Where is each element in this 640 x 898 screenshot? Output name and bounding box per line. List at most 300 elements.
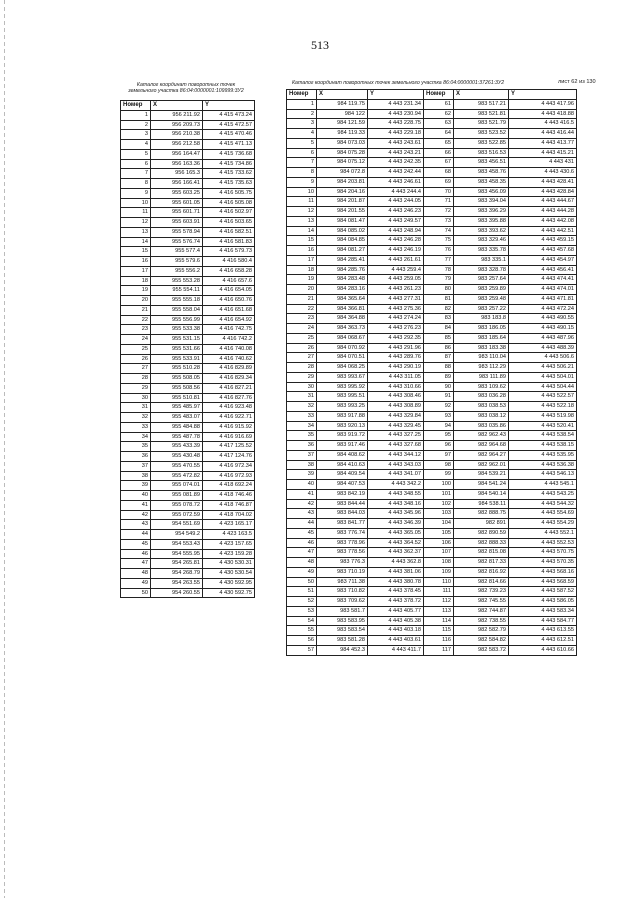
point-number-cell: 97 <box>424 450 454 460</box>
point-number-cell: 28 <box>121 374 151 384</box>
y-cell: 4 443 613.55 <box>509 626 577 636</box>
point-number-cell: 86 <box>424 343 454 353</box>
y-cell: 4 443 522.57 <box>509 392 577 402</box>
y-cell: 4 415 473.24 <box>203 110 255 120</box>
point-number-cell: 42 <box>121 510 151 520</box>
y-cell: 4 415 733.62 <box>203 169 255 179</box>
x-cell: 983 335.1 <box>454 255 509 265</box>
x-cell: 983 521.81 <box>454 109 509 119</box>
x-cell: 984 201.87 <box>317 197 368 207</box>
point-number-cell: 9 <box>287 177 317 187</box>
x-cell: 983 036.28 <box>454 392 509 402</box>
point-number-cell: 57 <box>287 645 317 655</box>
point-number-cell: 20 <box>287 285 317 295</box>
table-row <box>287 606 577 616</box>
table-row <box>287 246 577 256</box>
x-cell: 984 203.81 <box>317 177 368 187</box>
y-cell: 4 443 405.38 <box>368 616 424 626</box>
y-cell: 4 443 243.61 <box>368 138 424 148</box>
table-row <box>121 276 255 286</box>
point-number-cell: 112 <box>424 597 454 607</box>
table-row <box>121 393 255 403</box>
x-cell: 982 814.66 <box>454 577 509 587</box>
x-cell: 983 778.56 <box>317 548 368 558</box>
point-number-cell: 61 <box>424 99 454 109</box>
point-number-cell: 93 <box>424 411 454 421</box>
y-cell: 4 443 411.7 <box>368 645 424 655</box>
table-row <box>287 480 577 490</box>
y-cell: 4 430 530.31 <box>203 559 255 569</box>
table-row <box>121 305 255 315</box>
point-number-cell: 12 <box>287 207 317 217</box>
y-cell: 4 443 568.59 <box>509 577 577 587</box>
y-cell: 4 443 246.61 <box>368 177 424 187</box>
point-number-cell: 19 <box>287 275 317 285</box>
x-cell: 983 395.88 <box>454 216 509 226</box>
x-cell: 983 038.53 <box>454 402 509 412</box>
y-cell: 4 443 244.4 <box>368 187 424 197</box>
y-cell: 4 443 587.52 <box>509 587 577 597</box>
y-cell: 4 416 827.76 <box>203 393 255 403</box>
point-number-cell: 117 <box>424 645 454 655</box>
x-cell: 984 363.73 <box>317 324 368 334</box>
y-cell: 4 443 290.19 <box>368 363 424 373</box>
x-cell: 956 212.58 <box>151 140 203 150</box>
x-cell: 984 409.54 <box>317 470 368 480</box>
table-row <box>287 119 577 129</box>
y-cell: 4 443 538.15 <box>509 441 577 451</box>
y-cell: 4 443 554.69 <box>509 509 577 519</box>
point-number-cell: 80 <box>424 285 454 295</box>
point-number-cell: 15 <box>121 247 151 257</box>
y-cell: 4 443 431 <box>509 158 577 168</box>
y-cell: 4 416 916.69 <box>203 432 255 442</box>
header-y: Y <box>203 101 255 111</box>
table-row <box>121 266 255 276</box>
x-cell: 954 551.69 <box>151 520 203 530</box>
x-cell: 984 541.24 <box>454 480 509 490</box>
y-cell: 4 443 362.37 <box>368 548 424 558</box>
x-cell: 983 841.77 <box>317 519 368 529</box>
table-row <box>121 149 255 159</box>
y-cell: 4 416 582.51 <box>203 227 255 237</box>
table-row <box>121 471 255 481</box>
y-cell: 4 443 416.5 <box>509 119 577 129</box>
x-cell: 983 257.64 <box>454 275 509 285</box>
x-cell: 984 538.11 <box>454 499 509 509</box>
table-row <box>287 236 577 246</box>
header-number: Номер <box>121 101 151 111</box>
y-cell: 4 443 362.8 <box>368 558 424 568</box>
point-number-cell: 14 <box>287 226 317 236</box>
y-cell: 4 415 736.68 <box>203 149 255 159</box>
point-number-cell: 16 <box>287 246 317 256</box>
table-row <box>287 558 577 568</box>
x-cell: 983 581.7 <box>317 606 368 616</box>
point-number-cell: 17 <box>287 255 317 265</box>
point-number-cell: 23 <box>121 325 151 335</box>
x-cell: 982 962.43 <box>454 431 509 441</box>
point-number-cell: 8 <box>121 179 151 189</box>
y-cell: 4 443 490.15 <box>509 324 577 334</box>
point-number-cell: 84 <box>424 324 454 334</box>
point-number-cell: 39 <box>287 470 317 480</box>
x-cell: 983 516.53 <box>454 148 509 158</box>
point-number-cell: 72 <box>424 207 454 217</box>
x-cell: 956 164.47 <box>151 149 203 159</box>
y-cell: 4 417 124.76 <box>203 452 255 462</box>
point-number-cell: 68 <box>424 168 454 178</box>
x-cell: 984 119.33 <box>317 129 368 139</box>
point-number-cell: 73 <box>424 216 454 226</box>
y-cell: 4 443 344.12 <box>368 450 424 460</box>
point-number-cell: 22 <box>121 315 151 325</box>
point-number-cell: 38 <box>121 471 151 481</box>
x-cell: 982 739.23 <box>454 587 509 597</box>
x-cell: 983 335.78 <box>454 246 509 256</box>
point-number-cell: 92 <box>424 402 454 412</box>
point-number-cell: 33 <box>121 422 151 432</box>
point-number-cell: 79 <box>424 275 454 285</box>
point-number-cell: 22 <box>287 304 317 314</box>
y-cell: 4 416 915.92 <box>203 422 255 432</box>
y-cell: 4 443 364.52 <box>368 538 424 548</box>
point-number-cell: 16 <box>121 257 151 267</box>
point-number-cell: 114 <box>424 616 454 626</box>
x-cell: 984 068.25 <box>317 363 368 373</box>
x-cell: 984 285.41 <box>317 255 368 265</box>
x-cell: 983 109.62 <box>454 382 509 392</box>
table-row <box>121 442 255 452</box>
point-number-cell: 51 <box>287 587 317 597</box>
point-number-cell: 100 <box>424 480 454 490</box>
point-number-cell: 101 <box>424 489 454 499</box>
point-number-cell: 36 <box>287 441 317 451</box>
x-cell: 983 259.89 <box>454 285 509 295</box>
table-row <box>121 491 255 501</box>
point-number-cell: 41 <box>121 500 151 510</box>
table-row <box>287 275 577 285</box>
x-cell: 955 556.2 <box>151 266 203 276</box>
point-number-cell: 27 <box>121 364 151 374</box>
point-number-cell: 49 <box>287 567 317 577</box>
y-cell: 4 443 242.44 <box>368 168 424 178</box>
point-number-cell: 85 <box>424 333 454 343</box>
table-row <box>287 148 577 158</box>
y-cell: 4 443 504.44 <box>509 382 577 392</box>
x-cell: 983 710.82 <box>317 587 368 597</box>
x-cell: 956 209.73 <box>151 120 203 130</box>
y-cell: 4 443 428.84 <box>509 187 577 197</box>
x-cell: 983 456.09 <box>454 187 509 197</box>
header-x: X <box>317 90 368 100</box>
point-number-cell: 47 <box>121 559 151 569</box>
point-number-cell: 35 <box>287 431 317 441</box>
point-number-cell: 7 <box>287 158 317 168</box>
table-row <box>287 158 577 168</box>
x-cell: 983 711.38 <box>317 577 368 587</box>
x-cell: 984 122 <box>317 109 368 119</box>
point-number-cell: 91 <box>424 392 454 402</box>
y-cell: 4 443 586.05 <box>509 597 577 607</box>
right-table-header-row <box>287 90 577 100</box>
x-cell: 983 844.03 <box>317 509 368 519</box>
table-row <box>121 432 255 442</box>
y-cell: 4 443 259.4 <box>368 265 424 275</box>
x-cell: 983 456.51 <box>454 158 509 168</box>
y-cell: 4 416 827.21 <box>203 383 255 393</box>
x-cell: 983 995.92 <box>317 382 368 392</box>
table-row <box>287 411 577 421</box>
point-number-cell: 106 <box>424 538 454 548</box>
y-cell: 4 415 470.46 <box>203 130 255 140</box>
point-number-cell: 13 <box>121 227 151 237</box>
table-row <box>121 481 255 491</box>
x-cell: 984 072.8 <box>317 168 368 178</box>
point-number-cell: 43 <box>121 520 151 530</box>
x-cell: 984 085.02 <box>317 226 368 236</box>
x-cell: 955 508.56 <box>151 383 203 393</box>
y-cell: 4 416 654.05 <box>203 286 255 296</box>
y-cell: 4 416 581.83 <box>203 237 255 247</box>
point-number-cell: 75 <box>424 236 454 246</box>
table-row <box>287 255 577 265</box>
point-number-cell: 23 <box>287 314 317 324</box>
y-cell: 4 443 519.98 <box>509 411 577 421</box>
y-cell: 4 416 923.48 <box>203 403 255 413</box>
y-cell: 4 443 506.6 <box>509 353 577 363</box>
x-cell: 955 510.81 <box>151 393 203 403</box>
x-cell: 955 576.74 <box>151 237 203 247</box>
point-number-cell: 18 <box>287 265 317 275</box>
table-row <box>287 450 577 460</box>
table-row <box>287 636 577 646</box>
y-cell: 4 443 456.41 <box>509 265 577 275</box>
point-number-cell: 32 <box>287 402 317 412</box>
point-number-cell: 25 <box>121 344 151 354</box>
y-cell: 4 423 163.5 <box>203 530 255 540</box>
table-row <box>121 120 255 130</box>
x-cell: 955 078.72 <box>151 500 203 510</box>
point-number-cell: 37 <box>287 450 317 460</box>
point-number-cell: 104 <box>424 519 454 529</box>
x-cell: 983 112.29 <box>454 363 509 373</box>
point-number-cell: 31 <box>287 392 317 402</box>
x-cell: 956 166.41 <box>151 179 203 189</box>
y-cell: 4 443 230.94 <box>368 109 424 119</box>
point-number-cell: 48 <box>287 558 317 568</box>
x-cell: 984 075.12 <box>317 158 368 168</box>
point-number-cell: 38 <box>287 460 317 470</box>
y-cell: 4 443 342.2 <box>368 480 424 490</box>
y-cell: 4 443 289.76 <box>368 353 424 363</box>
y-cell: 4 443 474.01 <box>509 285 577 295</box>
y-cell: 4 443 276.23 <box>368 324 424 334</box>
y-cell: 4 443 348.55 <box>368 489 424 499</box>
x-cell: 983 581.28 <box>317 636 368 646</box>
y-cell: 4 416 580.4 <box>203 257 255 267</box>
point-number-cell: 24 <box>121 335 151 345</box>
y-cell: 4 443 545.1 <box>509 480 577 490</box>
x-cell: 984 283.48 <box>317 275 368 285</box>
point-number-cell: 48 <box>121 569 151 579</box>
y-cell: 4 443 583.34 <box>509 606 577 616</box>
x-cell: 956 163.36 <box>151 159 203 169</box>
table-row <box>287 129 577 139</box>
point-number-cell: 37 <box>121 461 151 471</box>
point-number-cell: 64 <box>424 129 454 139</box>
point-number-cell: 32 <box>121 413 151 423</box>
y-cell: 4 443 570.35 <box>509 558 577 568</box>
point-number-cell: 40 <box>121 491 151 501</box>
point-number-cell: 54 <box>287 616 317 626</box>
x-cell: 983 776.74 <box>317 528 368 538</box>
y-cell: 4 443 244.05 <box>368 197 424 207</box>
y-cell: 4 443 520.41 <box>509 421 577 431</box>
y-cell: 4 443 345.96 <box>368 509 424 519</box>
x-cell: 984 364.88 <box>317 314 368 324</box>
x-cell: 982 584.82 <box>454 636 509 646</box>
table-row <box>287 207 577 217</box>
x-cell: 954 268.79 <box>151 569 203 579</box>
point-number-cell: 115 <box>424 626 454 636</box>
point-number-cell: 28 <box>287 363 317 373</box>
point-number-cell: 26 <box>121 354 151 364</box>
x-cell: 956 165.3 <box>151 169 203 179</box>
y-cell: 4 416 651.68 <box>203 305 255 315</box>
point-number-cell: 66 <box>424 148 454 158</box>
x-cell: 955 603.91 <box>151 218 203 228</box>
table-row <box>121 237 255 247</box>
table-row <box>287 333 577 343</box>
x-cell: 982 964.27 <box>454 450 509 460</box>
point-number-cell: 63 <box>424 119 454 129</box>
left-coordinates-table <box>120 100 255 598</box>
y-cell: 4 443 416.44 <box>509 129 577 139</box>
y-cell: 4 416 502.97 <box>203 208 255 218</box>
y-cell: 4 443 546.13 <box>509 470 577 480</box>
x-cell: 984 070.51 <box>317 353 368 363</box>
x-cell: 955 579.6 <box>151 257 203 267</box>
left-catalog-caption <box>116 82 256 94</box>
y-cell: 4 443 275.36 <box>368 304 424 314</box>
x-cell: 983 517.21 <box>454 99 509 109</box>
table-row <box>287 470 577 480</box>
y-cell: 4 443 428.41 <box>509 177 577 187</box>
y-cell: 4 443 341.07 <box>368 470 424 480</box>
x-cell: 983 583.54 <box>317 626 368 636</box>
y-cell: 4 443 327.25 <box>368 431 424 441</box>
table-row <box>287 168 577 178</box>
point-number-cell: 31 <box>121 403 151 413</box>
table-row <box>287 304 577 314</box>
point-number-cell: 9 <box>121 188 151 198</box>
x-cell: 955 553.28 <box>151 276 203 286</box>
point-number-cell: 13 <box>287 216 317 226</box>
y-cell: 4 443 380.78 <box>368 577 424 587</box>
table-row <box>121 520 255 530</box>
point-number-cell: 10 <box>121 198 151 208</box>
x-cell: 983 583.95 <box>317 616 368 626</box>
y-cell: 4 443 365.05 <box>368 528 424 538</box>
x-cell: 984 068.67 <box>317 333 368 343</box>
point-number-cell: 47 <box>287 548 317 558</box>
table-row <box>287 431 577 441</box>
y-cell: 4 443 543.25 <box>509 489 577 499</box>
table-row <box>121 510 255 520</box>
point-number-cell: 11 <box>287 197 317 207</box>
table-row <box>287 489 577 499</box>
x-cell: 956 211.92 <box>151 110 203 120</box>
x-cell: 955 531.66 <box>151 344 203 354</box>
table-row <box>121 110 255 120</box>
y-cell: 4 416 829.89 <box>203 364 255 374</box>
x-cell: 983 394.04 <box>454 197 509 207</box>
table-row <box>287 197 577 207</box>
y-cell: 4 416 657.6 <box>203 276 255 286</box>
y-cell: 4 416 972.34 <box>203 461 255 471</box>
y-cell: 4 443 243.21 <box>368 148 424 158</box>
y-cell: 4 416 922.71 <box>203 413 255 423</box>
x-cell: 984 204.16 <box>317 187 368 197</box>
point-number-cell: 83 <box>424 314 454 324</box>
y-cell: 4 443 231.34 <box>368 99 424 109</box>
y-cell: 4 423 165.17 <box>203 520 255 530</box>
x-cell: 955 510.28 <box>151 364 203 374</box>
x-cell: 982 962.01 <box>454 460 509 470</box>
y-cell: 4 417 125.52 <box>203 442 255 452</box>
y-cell: 4 443 584.77 <box>509 616 577 626</box>
y-cell: 4 443 535.95 <box>509 450 577 460</box>
x-cell: 984 365.64 <box>317 294 368 304</box>
x-cell: 954 549.2 <box>151 530 203 540</box>
page-edge-line <box>4 0 5 898</box>
x-cell: 955 554.11 <box>151 286 203 296</box>
table-row <box>121 257 255 267</box>
table-row <box>121 539 255 549</box>
y-cell: 4 443 228.75 <box>368 119 424 129</box>
table-row <box>287 294 577 304</box>
header-x: X <box>151 101 203 111</box>
table-row <box>287 187 577 197</box>
x-cell: 983 185.64 <box>454 333 509 343</box>
point-number-cell: 10 <box>287 187 317 197</box>
point-number-cell: 19 <box>121 286 151 296</box>
table-row <box>287 109 577 119</box>
x-cell: 982 891 <box>454 519 509 529</box>
point-number-cell: 116 <box>424 636 454 646</box>
y-cell: 4 416 654.92 <box>203 315 255 325</box>
point-number-cell: 4 <box>287 129 317 139</box>
x-cell: 955 555.18 <box>151 296 203 306</box>
table-row <box>287 99 577 109</box>
point-number-cell: 29 <box>287 372 317 382</box>
right-catalog-caption: Каталог координат поворотных точек земельного участка 86:04:0000001:37261:3У2 <box>292 80 505 86</box>
page-number: 513 <box>311 38 329 52</box>
x-cell: 955 603.25 <box>151 188 203 198</box>
y-cell: 4 443 472.24 <box>509 304 577 314</box>
point-number-cell: 105 <box>424 528 454 538</box>
table-row <box>121 364 255 374</box>
point-number-cell: 30 <box>287 382 317 392</box>
y-cell: 4 443 246.19 <box>368 246 424 256</box>
y-cell: 4 443 327.68 <box>368 441 424 451</box>
y-cell: 4 443 413.77 <box>509 138 577 148</box>
y-cell: 4 443 310.66 <box>368 382 424 392</box>
x-cell: 983 328.78 <box>454 265 509 275</box>
y-cell: 4 416 742.75 <box>203 325 255 335</box>
point-number-cell: 46 <box>287 538 317 548</box>
